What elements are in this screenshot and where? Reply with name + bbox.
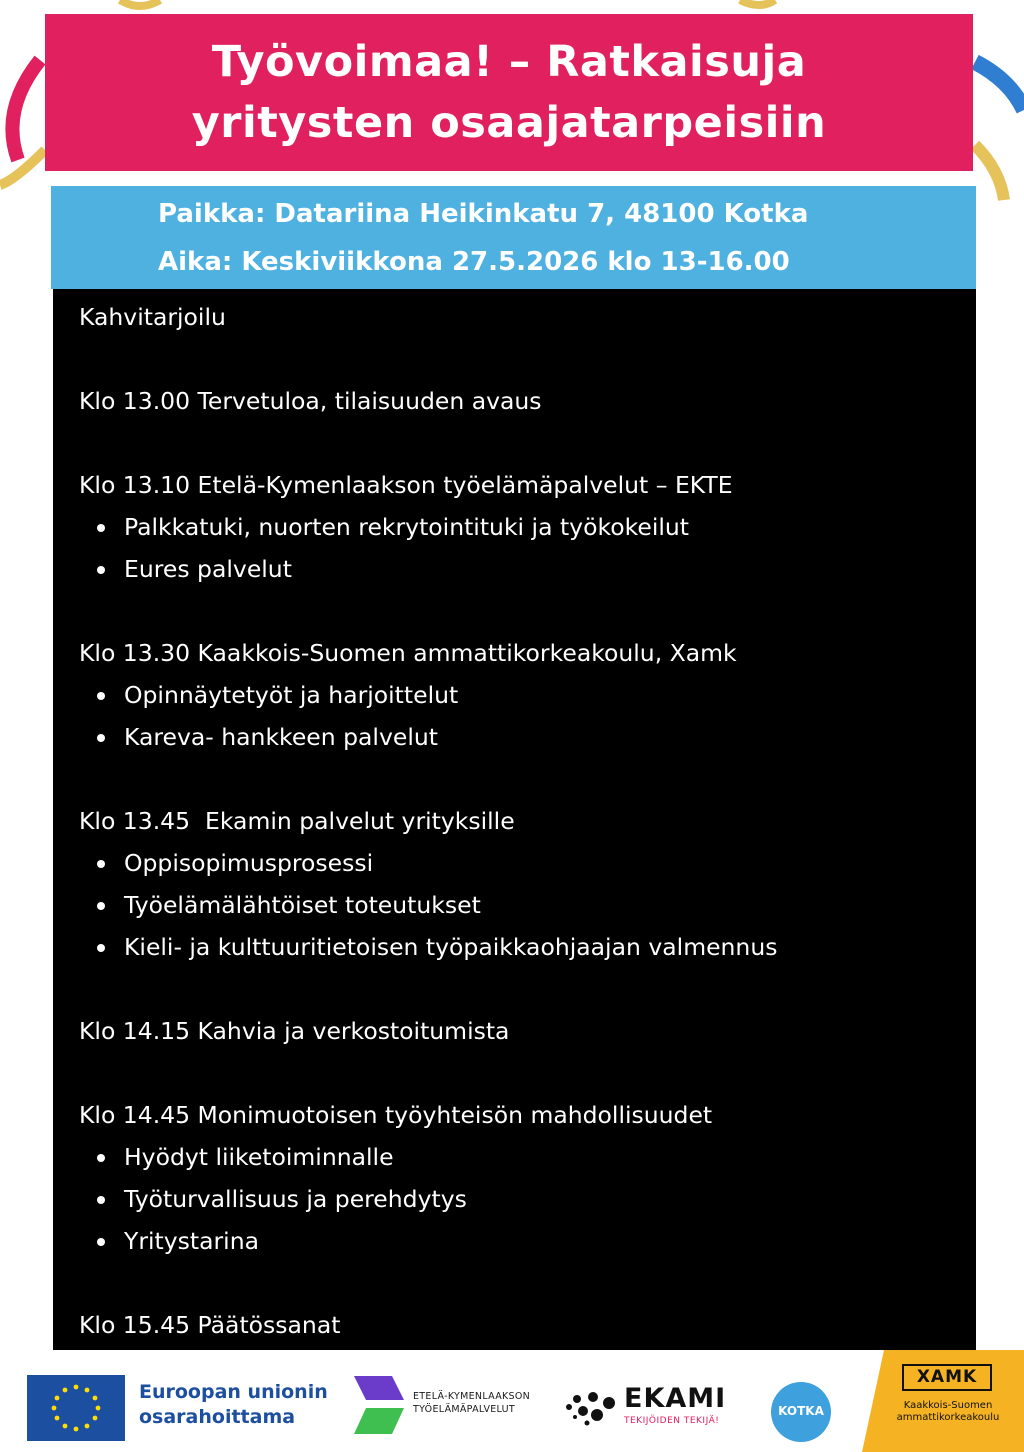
agenda-bullet: Kieli- ja kulttuuritietoisen työpaikkaohjaajan valmennus (79, 926, 976, 968)
eu-funding-text (139, 1380, 328, 1430)
ribbon-gold-top (120, 0, 160, 6)
ribbon-gold-topright (740, 0, 775, 5)
event-info-banner (51, 186, 976, 289)
agenda-item-title: Klo 13.00 Tervetuloa, tilaisuuden avaus (79, 387, 542, 415)
agenda-bullet: Kareva- hankkeen palvelut (79, 716, 976, 758)
agenda-item-title: Klo 15.45 Päätössanat (79, 1311, 341, 1339)
eu-text-line-1: Euroopan unionin (139, 1381, 328, 1403)
agenda-bullet: Palkkatuki, nuorten rekrytointituki ja työkokeilut (79, 506, 976, 548)
event-time: Aika: Keskiviikkona 27.5.2026 klo 13-16.00 (158, 247, 790, 277)
agenda-bullet: Työturvallisuus ja perehdytys (79, 1178, 976, 1220)
agenda-panel (53, 289, 976, 1350)
agenda-bullet: Eures palvelut (79, 548, 976, 590)
ribbon-blue-right (975, 62, 1024, 110)
agenda-bullet: Opinnäytetyöt ja harjoittelut (79, 674, 976, 716)
ekte-logo-icon (352, 1372, 404, 1438)
eu-flag-icon (27, 1375, 125, 1441)
eu-text-line-2: osarahoittama (139, 1406, 296, 1428)
event-place: Paikka: Datariina Heikinkatu 7, 48100 Kotka (158, 199, 809, 229)
agenda-bullet: Hyödyt liiketoiminnalle (79, 1136, 976, 1178)
agenda-item-title: Klo 13.45 Ekamin palvelut yrityksille (79, 807, 515, 835)
sponsor-footer (0, 1350, 1024, 1452)
agenda-bullet: Yritystarina (79, 1220, 976, 1262)
agenda-item-title: Klo 14.45 Monimuotoisen työyhteisön mahdollisuudet (79, 1101, 713, 1129)
page-title-line-2: yritysten osaajatarpeisiin (191, 97, 827, 148)
agenda-item-title: Klo 13.10 Etelä-Kymenlaakson työelämäpalvelut – EKTE (79, 471, 733, 499)
xamk-text-line-2: ammattikorkeakoulu (896, 1412, 1000, 1423)
agenda-intro: Kahvitarjoilu (79, 303, 226, 331)
title-banner (45, 14, 973, 171)
ekte-logo-text (413, 1390, 530, 1416)
kotka-logo-name: KOTKA (778, 1404, 824, 1418)
xamk-logo-text (880, 1400, 1016, 1424)
xamk-logo-name: XAMK (902, 1364, 992, 1391)
agenda-item-title: Klo 13.30 Kaakkois-Suomen ammattikorkeakoulu, Xamk (79, 639, 737, 667)
ekami-tagline: TEKIJÖIDEN TEKIJÄ! (624, 1416, 720, 1426)
ekte-text-line-1: ETELÄ-KYMENLAAKSON (413, 1391, 531, 1402)
agenda-bullet: Oppisopimusprosessi (79, 842, 976, 884)
ekami-logo-icon (563, 1385, 621, 1427)
page-title-line-1: Työvoimaa! – Ratkaisuja (211, 36, 807, 87)
ekte-text-line-2: TYÖELÄMÄPALVELUT (413, 1404, 516, 1415)
ribbon-pink-left (12, 60, 40, 160)
ribbon-gold-right (975, 145, 1004, 200)
agenda-bullet: Työelämälähtöiset toteutukset (79, 884, 976, 926)
kotka-logo (771, 1382, 831, 1442)
agenda-item-title: Klo 14.15 Kahvia ja verkostoitumista (79, 1017, 510, 1045)
xamk-text-line-1: Kaakkois-Suomen (903, 1400, 993, 1411)
ekami-logo-name: EKAMI (624, 1383, 727, 1414)
